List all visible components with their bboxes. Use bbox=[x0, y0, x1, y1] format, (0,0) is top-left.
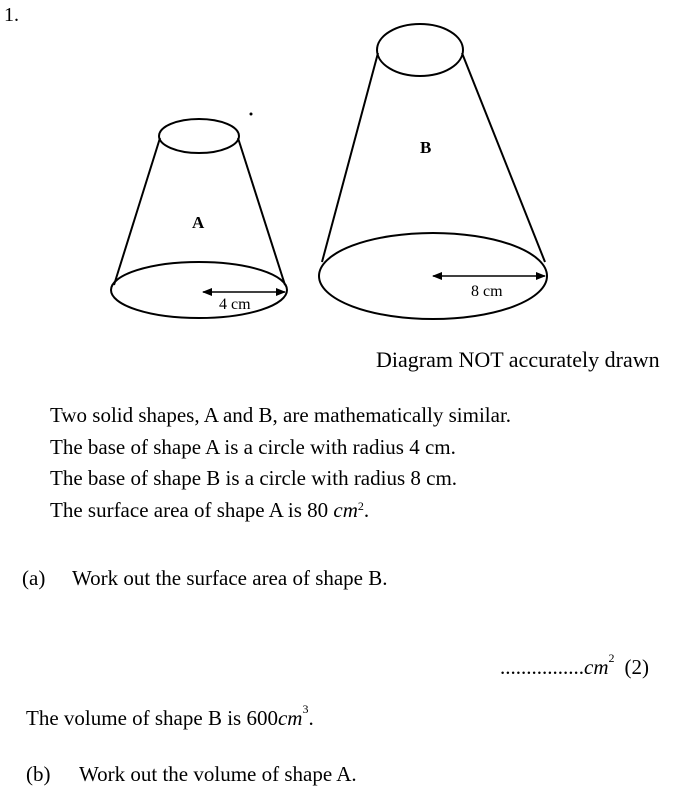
part-b-label: (b) bbox=[26, 762, 51, 786]
part-a-label: (a) bbox=[22, 566, 46, 590]
surface-area-a-unit: cm bbox=[333, 497, 358, 522]
intro-line-2: The base of shape A is a circle with radius 4 cm. bbox=[50, 434, 456, 459]
answer-dots[interactable]: ................ bbox=[500, 655, 584, 679]
shape-a-top-ellipse bbox=[159, 119, 239, 153]
similar-shapes-diagram bbox=[0, 0, 691, 340]
radius-b-label: 8 cm bbox=[471, 283, 503, 300]
shape-b-right-edge bbox=[462, 53, 545, 262]
shape-b-label: B bbox=[420, 138, 432, 157]
shape-b-top-ellipse bbox=[377, 24, 463, 76]
diagram-caption: Diagram NOT accurately drawn bbox=[376, 347, 660, 372]
surface-area-a-power: 2 bbox=[357, 498, 364, 513]
part-a-answer-line[interactable] bbox=[500, 651, 649, 680]
shape-a-right-edge bbox=[238, 138, 285, 285]
shape-b-left-edge bbox=[322, 53, 378, 262]
shape-a-label: A bbox=[192, 213, 205, 232]
stray-dot bbox=[250, 113, 253, 116]
intro-line-4 bbox=[50, 495, 511, 527]
question-number: 1. bbox=[4, 4, 19, 26]
surface-area-a-end: . bbox=[363, 497, 370, 522]
shape-a-base-ellipse bbox=[111, 262, 287, 318]
volume-b-unit: cm bbox=[277, 706, 303, 730]
answer-unit-power: 2 bbox=[608, 651, 615, 665]
volume-b-power: 3 bbox=[302, 702, 309, 716]
surface-area-a-text: The surface area of shape A is 80 bbox=[50, 497, 334, 522]
question-intro bbox=[50, 400, 511, 526]
intro-line-1: Two solid shapes, A and B, are mathematically similar. bbox=[50, 403, 512, 427]
radius-a-label: 4 cm bbox=[219, 296, 251, 313]
volume-b-text: The volume of shape B is 600 bbox=[26, 706, 278, 730]
part-a-text: Work out the surface area of shape B. bbox=[72, 566, 388, 590]
part-b-text: Work out the volume of shape A. bbox=[79, 762, 357, 786]
volume-b-statement bbox=[26, 702, 314, 731]
intro-line-3: The base of shape B is a circle with radius 8 cm. bbox=[50, 466, 458, 490]
answer-unit: cm bbox=[584, 655, 609, 679]
part-a-marks: (2) bbox=[624, 655, 649, 679]
shape-a bbox=[111, 119, 287, 318]
shape-b bbox=[319, 24, 547, 319]
volume-b-end: . bbox=[308, 706, 314, 730]
shape-a-left-edge bbox=[114, 138, 160, 285]
